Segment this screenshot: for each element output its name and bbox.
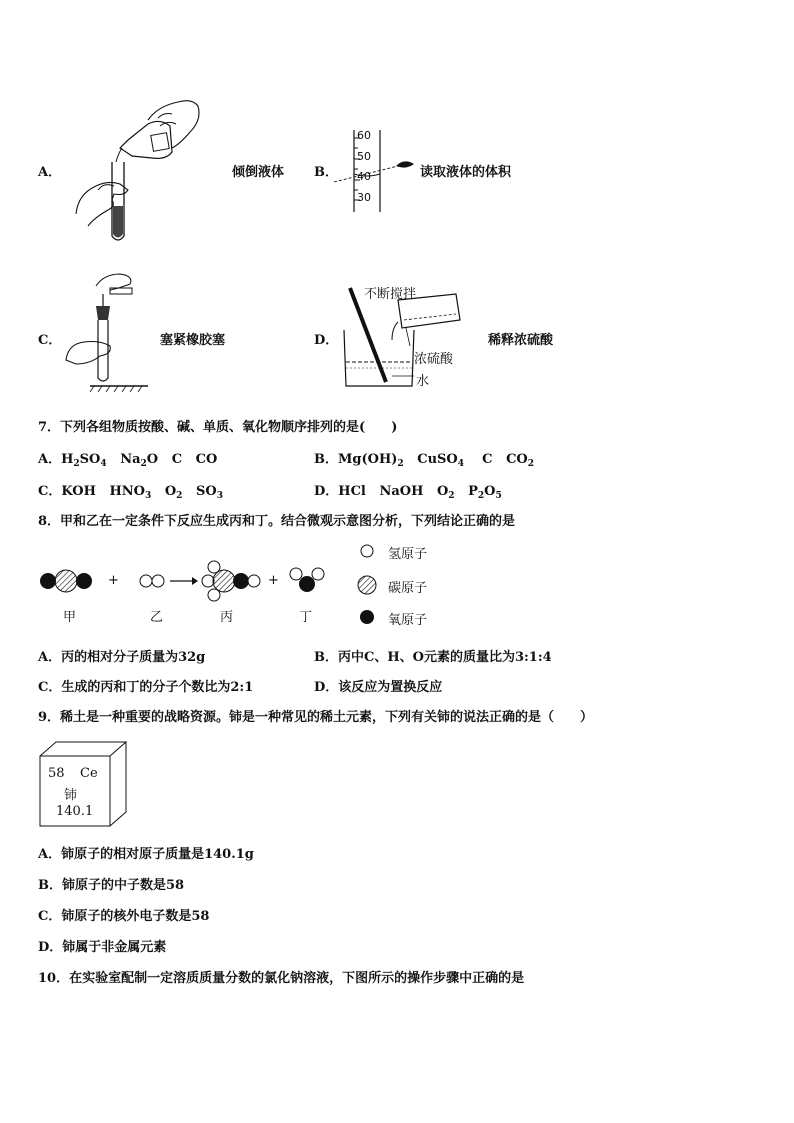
formula-sub: 2 [73,459,80,469]
formula-sub: 2 [527,459,534,469]
formula-sub: 2 [448,491,455,501]
formula-part: C [482,452,493,467]
option-a-label: A． [38,165,62,180]
q9-option-b: B．铈原子的中子数是58 [38,878,185,893]
formula-part: O [436,484,449,499]
tick-label: 40 [357,170,371,183]
question-8-stem: 8．甲和乙在一定条件下反应生成丙和丁。结合微观示意图分析，下列结论正确的是 [38,514,516,529]
option-c-caption: 塞紧橡胶塞 [160,333,226,348]
formula-part: O [484,484,496,499]
option-letter: A． [38,452,62,467]
formula-part: O [164,484,177,499]
legend-hydrogen: 氢原子 [388,547,428,562]
formula-sub: 4 [457,459,465,469]
rubber-stopper-illustration [60,268,150,396]
q9-option-a: A．铈原子的相对原子质量是140.1g [38,847,254,862]
option-b-caption: 读取液体的体积 [420,165,512,180]
formula-part: P [468,484,478,499]
cylinder-scale [357,131,371,203]
option-letter: D． [314,484,339,499]
option-d-label: D． [314,333,339,348]
tick-label: 50 [357,149,371,163]
q8-option-b: B．丙中C、H、O元素的质量比为3:1:4 [314,650,552,665]
formula-part: C [171,452,183,467]
q8-option-c: C．生成的丙和丁的分子个数比为2:1 [38,680,254,695]
formula-part: KOH [61,484,96,499]
atomic-number: 58 [48,766,65,781]
water-label: 水 [416,374,430,389]
plus-sign: + [108,573,119,588]
graduated-cylinder-illustration [334,128,424,212]
molecule-label: 丙 [220,610,234,625]
option-c-label: C． [38,333,62,348]
element-symbol: Ce [80,766,98,781]
stir-label: 不断搅拌 [364,287,417,302]
eye-icon [396,161,414,167]
legend-carbon: 碳原子 [388,581,428,596]
atomic-mass: 140.1 [56,804,94,819]
option-b-label: B． [314,165,338,180]
formula-sub: 3 [216,491,223,501]
tick-label: 60 [357,129,371,142]
formula-part: NaOH [379,484,424,499]
formula-sub: 2 [477,491,485,501]
formula-part: H [61,452,74,467]
formula-part: HNO [109,484,145,499]
question-9-stem: 9．稀土是一种重要的战略资源。铈是一种常见的稀土元素，下列有关铈的说法正确的是（ ） [38,710,594,725]
formula-part: Na [120,452,141,467]
legend-oxygen: 氧原子 [388,613,428,628]
formula-part: SO [79,452,101,467]
formula-part: SO [196,484,217,499]
option-a-caption: 倾倒液体 [232,165,285,180]
option-letter: C． [38,484,62,499]
formula-sub: 3 [145,491,152,501]
plus-sign: + [268,573,279,588]
q7-option-a [38,448,217,469]
q8-option-a: A．丙的相对分子质量为32g [38,650,206,665]
molecule-label: 乙 [150,610,164,625]
formula-sub: 2 [176,491,183,501]
formula-part: CO [506,452,528,467]
molecule-label: 甲 [63,610,77,625]
option-d-caption: 稀释浓硫酸 [488,333,554,348]
formula-part: CuSO [417,452,458,467]
q9-option-c: C．铈原子的核外电子数是58 [38,909,210,924]
element-name: 铈 [64,788,78,803]
q7-option-d [314,480,502,501]
pour-liquid-illustration [68,96,208,246]
tick-label: 30 [357,190,371,204]
q7-option-b [314,448,534,469]
molecule-label: 丁 [299,610,313,625]
formula-sub: 5 [495,491,502,501]
formula-part: Mg(OH) [338,452,398,467]
formula-sub: 2 [397,459,404,469]
formula-sub: 4 [100,459,107,469]
formula-part: O [146,452,159,467]
question-10-stem: 10．在实验室配制一定溶质质量分数的氯化钠溶液，下图所示的操作步骤中正确的是 [38,971,525,986]
atom-legend [356,540,386,630]
formula-part: CO [195,452,218,467]
acid-label: 浓硫酸 [414,352,454,367]
formula-sub: 2 [140,459,147,469]
formula-part: HCl [338,484,366,499]
reaction-diagram [38,556,338,604]
q8-option-d: D．该反应为置换反应 [314,680,443,695]
option-letter: B． [314,452,338,467]
q9-option-d: D．铈属于非金属元素 [38,940,167,955]
q7-option-c [38,480,223,501]
question-7-stem: 7．下列各组物质按酸、碱、单质、氧化物顺序排列的是( ) [38,420,398,435]
